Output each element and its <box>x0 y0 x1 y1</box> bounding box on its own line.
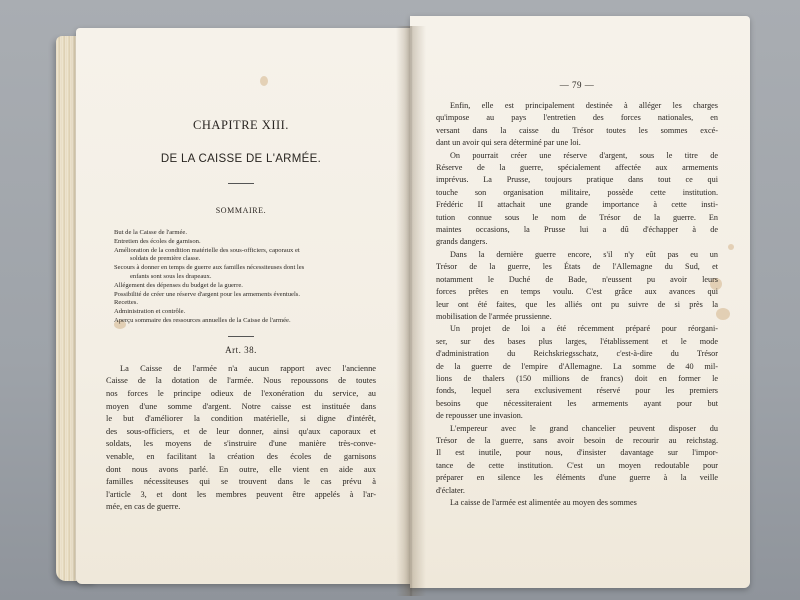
sommaire-item: Entretien des écoles de garnison. <box>114 237 201 245</box>
foxing-spot <box>728 244 734 250</box>
text-line: forces prêtes en temps voulu. C'est grâce aux avances qui <box>436 287 718 297</box>
text-line: La caisse de l'armée est alimentée au moyen des sommes <box>450 498 637 507</box>
text-line: tution connue sous le nom de Trésor de la guerre. En <box>436 212 718 222</box>
foxing-spot <box>260 76 268 86</box>
text-line: d'éclater. <box>436 485 465 495</box>
sommaire-list <box>106 229 376 326</box>
text-line: le but d'améliorer la condition matérielle, si digne d'intérêt, <box>106 414 376 424</box>
text-line: notamment le Duché de Bade, n'eussent pu avoir leurs <box>436 274 718 284</box>
text-line: fonds, lequel sera exclusivement réservé pour les premiers <box>436 386 718 396</box>
text-line: touche son organisation militaire, possède cette institution. <box>436 187 718 197</box>
page-number: — 79 — <box>559 80 595 90</box>
text-line: de repousser une invasion. <box>436 411 523 421</box>
left-page-content <box>106 118 376 514</box>
text-line: La Caisse de l'armée n'a aucun rapport avec l'ancienne <box>120 363 376 373</box>
text-line: mobilisation de l'armée prussienne. <box>436 311 552 321</box>
article-paragraph <box>106 363 376 514</box>
article-heading: Art. 38. <box>225 344 257 355</box>
text-line: Trésor de la guerre, sans avoir besoin de recourir au reichstag. <box>436 435 718 445</box>
right-page <box>410 16 750 588</box>
right-page-text <box>436 100 718 509</box>
text-line: nos forces le principe odieux de l'exonération du service, au <box>106 388 376 398</box>
text-line: des sous-officiers, et de leur donner, ainsi qu'aux caporaux et <box>106 426 376 436</box>
sommaire-item: Administration et contrôle. <box>114 308 186 316</box>
text-line: mée, en cas de guerre. <box>106 502 181 512</box>
sommaire-item: enfants sont sous les drapeaux. <box>130 272 212 280</box>
text-line: ser, sur des bases plus larges, l'établissement et le mode <box>436 336 718 346</box>
text-line: qu'impose au pays l'entretien des forces nationales, en <box>436 113 718 123</box>
sommaire-item: Allégement des dépenses du budget de la guerre. <box>114 281 243 289</box>
text-line: Il est inutile, pour nous, d'insister davantage sur l'impor- <box>436 448 718 458</box>
text-line: grands dangers. <box>436 237 488 247</box>
text-line: Un projet de loi a été récemment préparé pour réorgani- <box>450 324 718 334</box>
sommaire-item: Aperçu sommaire des ressources annuelles de la Caisse de l'armée. <box>114 316 291 324</box>
text-line: moyen d'une somme d'argent. Notre caisse est instituée dans <box>106 401 376 411</box>
text-line: Trésor de la guerre, les États de l'Allemagne du Sud, et <box>436 262 718 272</box>
text-line: besoins que nécessiteraient les armements ayant pour but <box>436 398 718 408</box>
text-line: dont nous avons parlé. En outre, elle vient en aide aux <box>106 464 376 474</box>
text-line: tance de cette institution. C'est un moyen redoutable pour <box>436 460 718 470</box>
text-line: de la guerre de l'empire d'Allemagne. La somme de 40 mil- <box>436 361 718 371</box>
text-line: L'empereur avec le grand chancelier peuvent disposer du <box>450 423 718 433</box>
text-line: Enfin, elle est principalement destinée à alléger les charges <box>450 101 718 110</box>
text-line: soldats, les moyens de s'instruire d'une manière très-conve- <box>106 439 376 449</box>
text-line: Réserve de la guerre, spécialement affectée aux armements <box>436 163 718 173</box>
sommaire-item: Secours à donner en temps de guerre aux familles nécessiteuses dont les <box>114 264 305 272</box>
foxing-spot <box>716 308 730 320</box>
open-book <box>56 6 756 598</box>
text-line: Frédéric II attachait une grande importance à cette insti- <box>436 200 718 210</box>
text-line: lions de thalers (150 millions de francs) doit en former le <box>436 373 718 383</box>
sommaire-heading: SOMMAIRE. <box>215 206 267 215</box>
text-line: Dans la dernière guerre encore, s'il n'y eût pas eu un <box>450 249 718 259</box>
sommaire-item: But de la Caisse de l'armée. <box>114 229 187 236</box>
text-line: d'administration du Reichskriegsschatz, c'est-à-dire du Trésor <box>436 349 718 359</box>
sommaire-item: Possibilité de créer une réserve d'argent pour les armements éventuels. <box>114 290 300 298</box>
text-line: versant dans la caisse du Trésor toutes les sommes excé- <box>436 125 718 135</box>
divider <box>228 183 254 184</box>
text-line: maintes occasions, la Prusse lui a dû d'échapper à de <box>436 225 718 235</box>
sommaire-item: Recettes. <box>114 299 138 307</box>
text-line: venable, en facilitant la création des écoles de garnisons <box>106 451 376 461</box>
text-line: On pourrait créer une réserve d'argent, sous le titre de <box>450 150 718 160</box>
chapter-subtitle: DE LA CAISSE DE L'ARMÉE. <box>160 153 322 165</box>
text-line: dant un avoir qui sera déterminé par une loi. <box>436 138 581 148</box>
divider <box>228 336 254 337</box>
sommaire-item: Amélioration de la condition matérielle des sous-officiers, caporaux et <box>114 246 300 254</box>
left-page <box>76 28 412 584</box>
text-line: leur ont été faites, que les alliés ont pu suivre de si près la <box>436 299 718 309</box>
text-line: imprévus. La Prusse, toujours pratique dans tout ce qui <box>436 175 718 185</box>
chapter-title: CHAPITRE XIII. <box>193 118 289 132</box>
sommaire-item: soldats de première classe. <box>130 255 201 263</box>
right-page-content <box>436 80 718 509</box>
text-line: familles nécessiteuses qui se trouvent dans le cas prévu à <box>106 477 376 487</box>
text-line: préparer en silence les éléments d'une guerre à la veille <box>436 473 718 483</box>
text-line: Caisse de la dotation de l'armée. Nous repoussons de toutes <box>106 376 376 386</box>
text-line: l'article 3, et dont les membres peuvent être appelés à l'ar- <box>106 489 376 499</box>
